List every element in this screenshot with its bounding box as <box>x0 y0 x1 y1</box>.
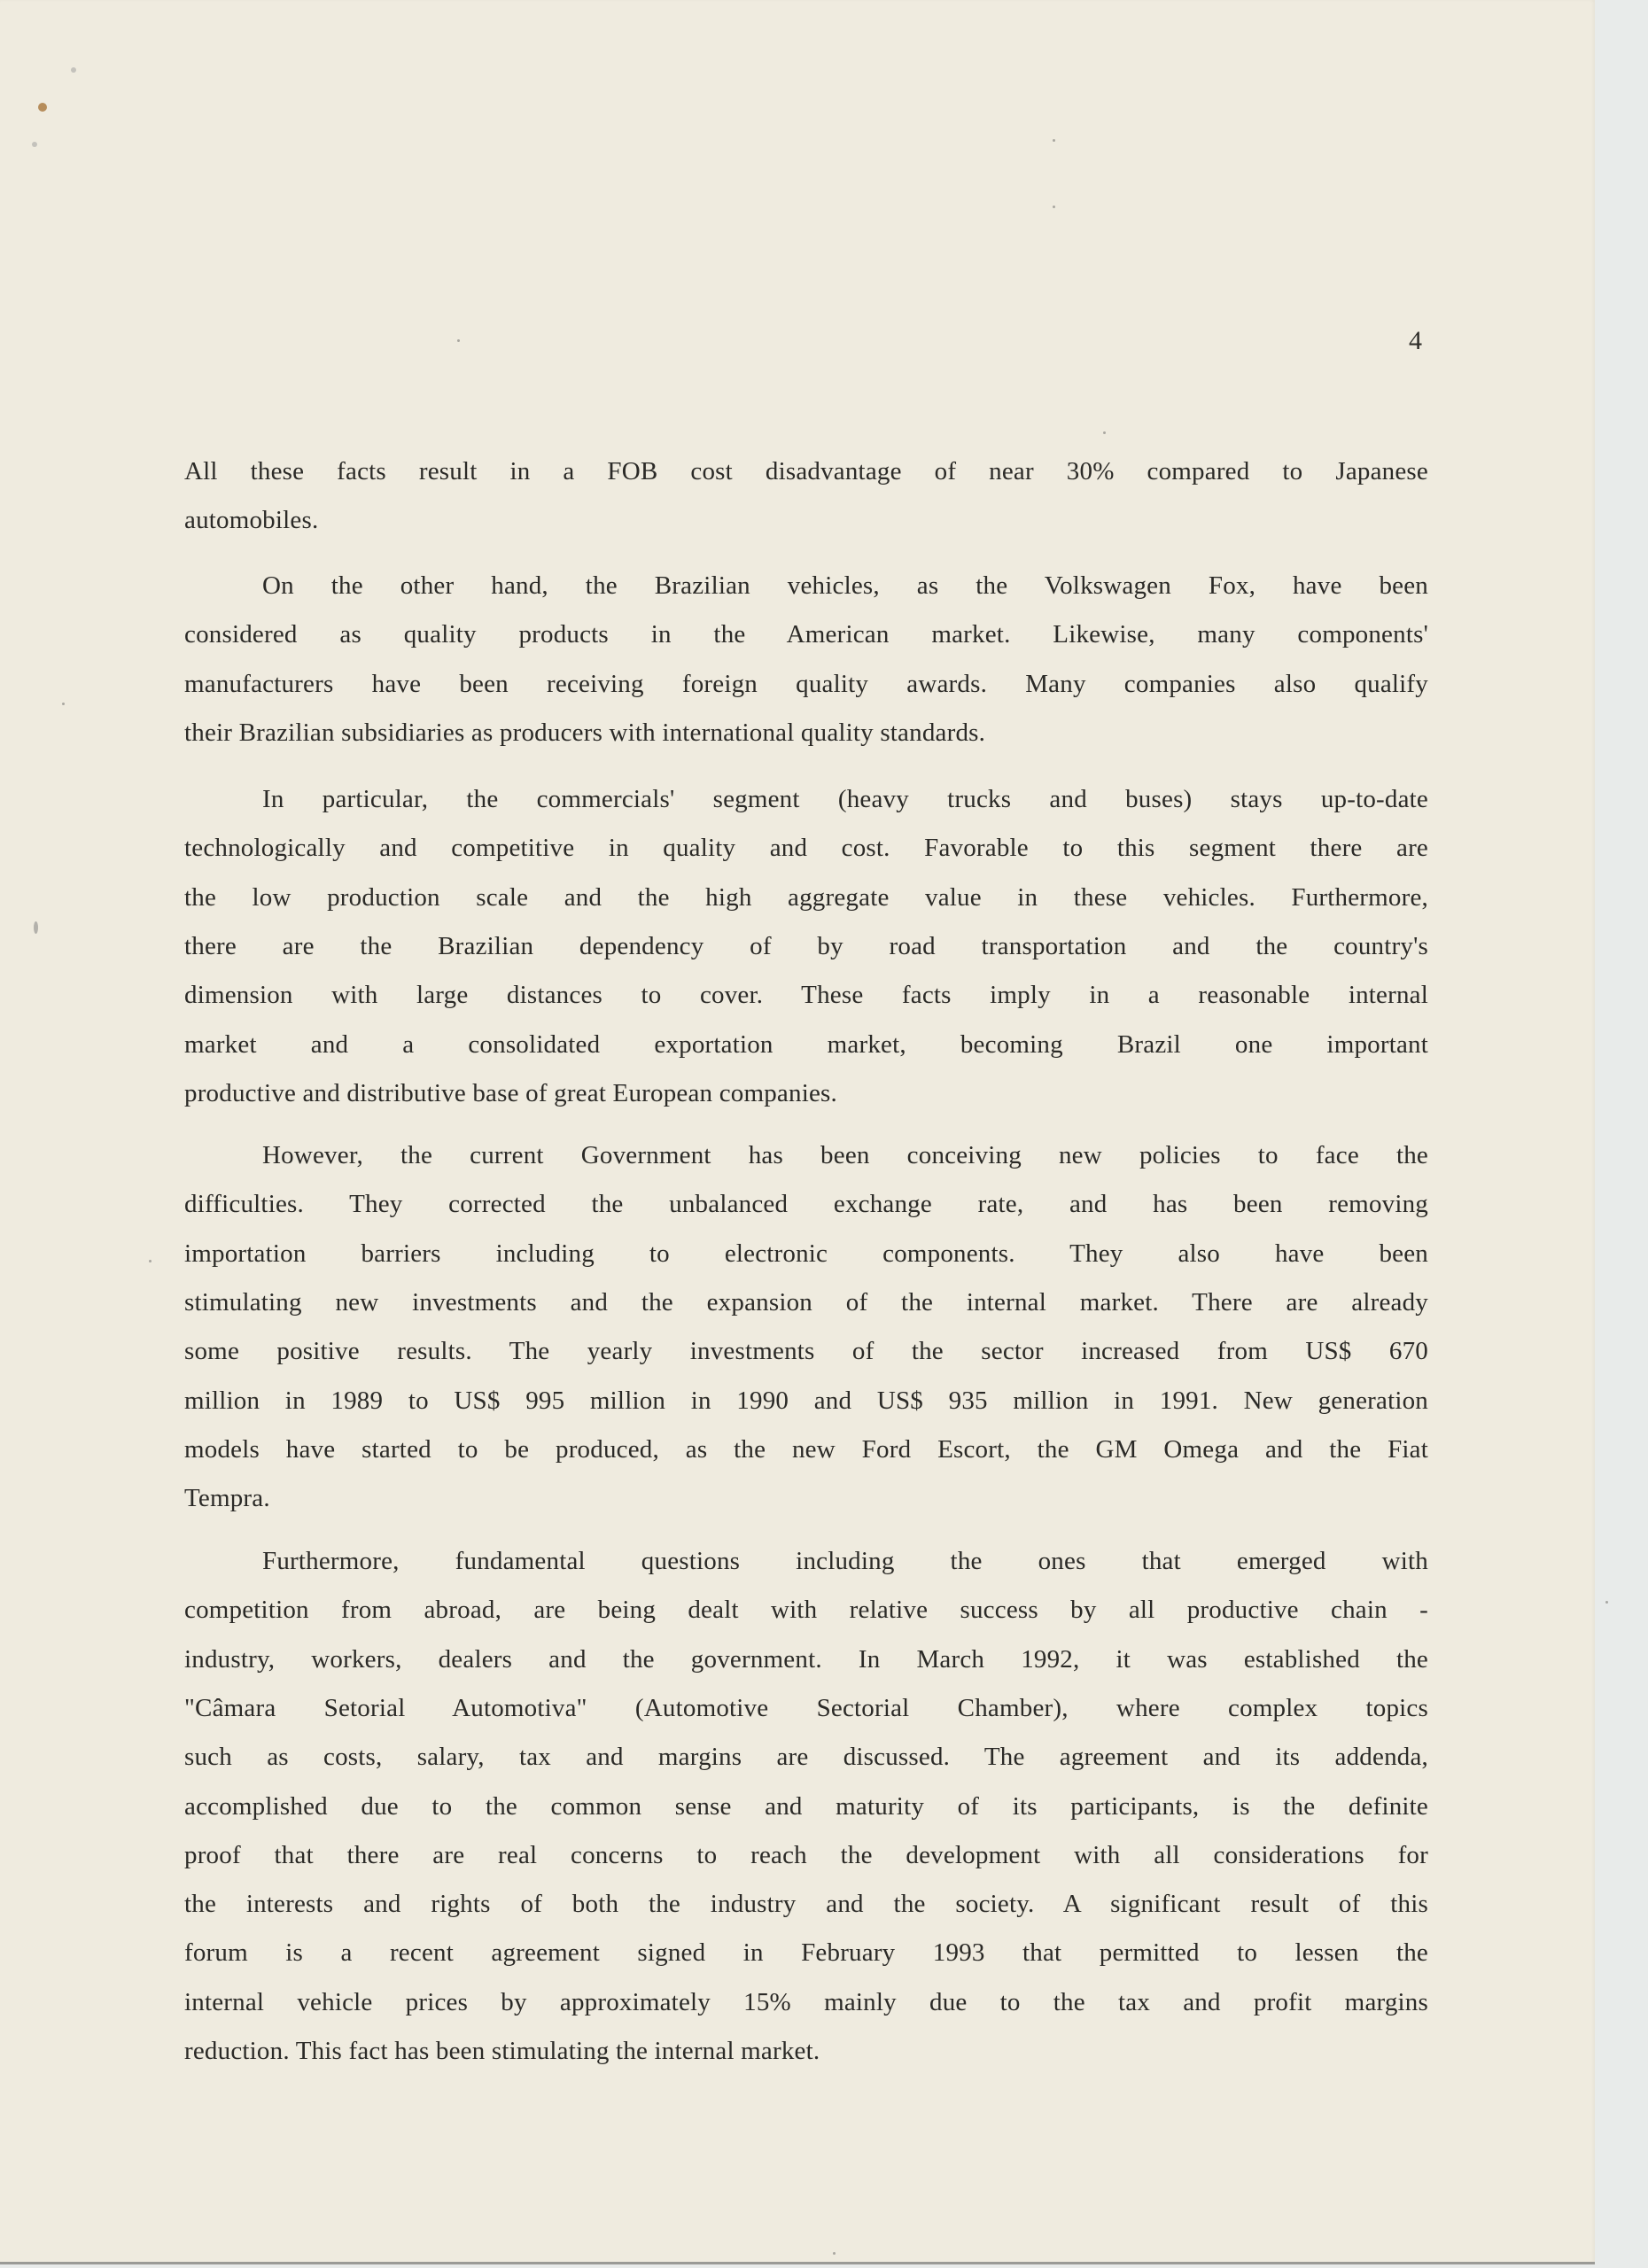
speck <box>833 2252 836 2255</box>
text-line: million in 1989 to US$ 995 million in 1990 and US$ 935 million in 1991. New generation <box>184 1386 1428 1415</box>
speck <box>1053 206 1055 208</box>
speck <box>457 339 460 342</box>
text-line: market and a consolidated exportation market, becoming Brazil one important <box>184 1029 1428 1059</box>
text-line: technologically and competitive in quality and cost. Favorable to this segment there are <box>184 834 1428 863</box>
text-line: On the other hand, the Brazilian vehicles, as the Volkswagen Fox, have been <box>262 571 1428 600</box>
text-line: stimulating new investments and the expansion of the internal market. There are already <box>184 1287 1428 1317</box>
text-line: such as costs, salary, tax and margins are discussed. The agreement and its addenda, <box>184 1743 1428 1772</box>
text-line: In particular, the commercials' segment (heavy trucks and buses) stays up-to-date <box>262 785 1428 813</box>
text-line: some positive results. The yearly investments of the sector increased from US$ 670 <box>184 1337 1428 1366</box>
punch-mark <box>32 142 37 147</box>
text-line: automobiles. <box>184 506 319 535</box>
text-line: competition from abroad, are being dealt with relative success by all productive chain - <box>184 1596 1428 1625</box>
text-line: importation barriers including to electronic components. They also have been <box>184 1239 1428 1268</box>
text-line: considered as quality products in the American market. Likewise, many components' <box>184 620 1428 649</box>
speck <box>149 1260 152 1262</box>
text-line: dimension with large distances to cover. These facts imply in a reasonable internal <box>184 981 1428 1010</box>
text-line: the interests and rights of both the industry and the society. A significant result of this <box>184 1890 1428 1919</box>
text-line: forum is a recent agreement signed in February 1993 that permitted to lessen the <box>184 1938 1428 1968</box>
text-line: accomplished due to the common sense and maturity of its participants, is the definite <box>184 1791 1428 1821</box>
text-line: "Câmara Setorial Automotiva" (Automotive Sectorial Chamber), where complex topics <box>184 1693 1428 1722</box>
speck <box>1103 431 1106 434</box>
text-line: difficulties. They corrected the unbalanced exchange rate, and has been removing <box>184 1190 1428 1219</box>
page-bottom-edge <box>0 2262 1595 2264</box>
text-line: All these facts result in a FOB cost disadvantage of near 30% compared to Japanese <box>184 457 1428 485</box>
text-line: models have started to be produced, as the new Ford Escort, the GM Omega and the Fiat <box>184 1434 1428 1464</box>
page-number: 4 <box>1409 326 1422 355</box>
speck <box>1605 1601 1608 1604</box>
text-line: Tempra. <box>184 1484 270 1513</box>
text-line: there are the Brazilian dependency of by road transportation and the country's <box>184 931 1428 960</box>
text-line: the low production scale and the high aggregate value in these vehicles. Furthermore, <box>184 882 1428 912</box>
text-line: reduction. This fact has been stimulating the internal market. <box>184 2037 820 2065</box>
text-line: Furthermore, fundamental questions including the ones that emerged with <box>262 1547 1428 1575</box>
text-line: manufacturers have been receiving foreign quality awards. Many companies also qualify <box>184 669 1428 698</box>
text-line: proof that there are real concerns to reach the development with all considerations for <box>184 1840 1428 1869</box>
rust-spot <box>38 103 47 112</box>
speck <box>1053 139 1055 142</box>
text-line: industry, workers, dealers and the government. In March 1992, it was established the <box>184 1644 1428 1674</box>
margin-mark <box>34 921 38 934</box>
punch-mark <box>71 67 76 73</box>
text-line: internal vehicle prices by approximately 15% mainly due to the tax and profit margins <box>184 1987 1428 2016</box>
text-line: their Brazilian subsidiaries as producers with international quality standards. <box>184 718 986 747</box>
text-line: However, the current Government has been conceiving new policies to face the <box>262 1141 1428 1169</box>
speck <box>62 703 65 705</box>
text-line: productive and distributive base of great European companies. <box>184 1078 837 1107</box>
